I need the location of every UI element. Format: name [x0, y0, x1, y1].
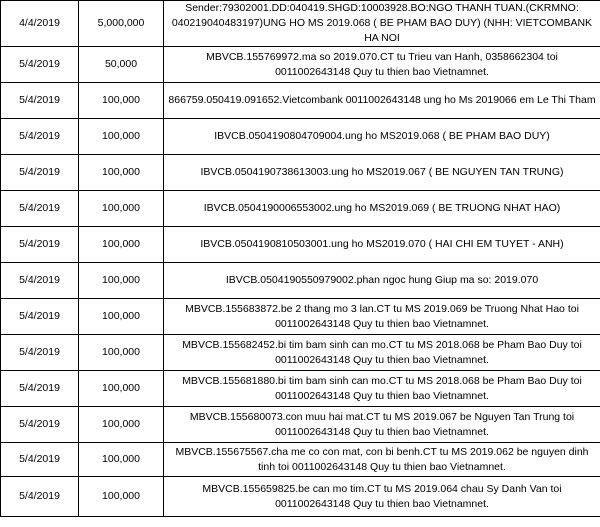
transaction-description-cell: IBVCB.0504190810503001.ung ho MS2019.070 ( HAI CHI EM TUYET - ANH) [164, 227, 600, 263]
transaction-amount-cell: 50,000 [79, 47, 164, 83]
transaction-amount-cell: 100,000 [79, 263, 164, 299]
transaction-date-cell: 4/4/2019 [1, 1, 79, 47]
table-row [1, 47, 600, 83]
transaction-date-cell: 5/4/2019 [1, 477, 79, 517]
transaction-amount-cell: 100,000 [79, 443, 164, 477]
transaction-date-cell: 5/4/2019 [1, 119, 79, 155]
transaction-description-cell: Sender:79302001.DD:040419.SHGD:10003928.BO:NGO THANH TUAN.(CKRMNO: 040219040483197)UNG HO MS 2019.068 ( BE PHAM BAO DUY) (NHH: VIETCOMBANK HA NOI [164, 1, 600, 47]
transaction-description-cell: IBVCB.0504190738613003.ung ho MS2019.067 ( BE NGUYEN TAN TRUNG) [164, 155, 600, 191]
transaction-date-cell: 5/4/2019 [1, 443, 79, 477]
transaction-amount-cell: 100,000 [79, 335, 164, 371]
transaction-description-cell: IBVCB.0504190804709004.ung ho MS2019.068 ( BE PHAM BAO DUY) [164, 119, 600, 155]
transaction-amount-cell: 100,000 [79, 119, 164, 155]
transaction-amount-cell: 100,000 [79, 407, 164, 443]
transaction-amount-cell: 5,000,000 [79, 1, 164, 47]
table-row [1, 407, 600, 443]
transaction-description-cell: IBVCB.0504190006553002.ung ho MS2019.069 ( BE TRUONG NHAT HAO) [164, 191, 600, 227]
transaction-description-cell: MBVCB.155683872.be 2 thang mo 3 lan.CT tu MS 2019.069 be Truong Nhat Hao toi 0011002643148 Quy tu thien bao Vietnamnet. [164, 299, 600, 335]
donations-table-body [1, 1, 600, 517]
table-row [1, 155, 600, 191]
table-row [1, 83, 600, 119]
transaction-description-cell: MBVCB.155659825.be can mo tim.CT tu MS 2019.064 chau Sy Danh Van toi 0011002643148 Quy tu thien bao Vietnamnet. [164, 477, 600, 517]
transaction-date-cell: 5/4/2019 [1, 407, 79, 443]
transaction-date-cell: 5/4/2019 [1, 299, 79, 335]
transaction-description-cell: IBVCB.0504190550979002.phan ngoc hung Giup ma so: 2019.070 [164, 263, 600, 299]
table-row [1, 335, 600, 371]
table-row [1, 299, 600, 335]
table-row [1, 371, 600, 407]
transaction-description-cell: MBVCB.155682452.bi tim bam sinh can mo.CT tu MS 2018.068 be Pham Bao Duy toi 0011002643148 Quy tu thien bao Vietnamnet. [164, 335, 600, 371]
transaction-amount-cell: 100,000 [79, 477, 164, 517]
transaction-date-cell: 5/4/2019 [1, 155, 79, 191]
table-row [1, 263, 600, 299]
transaction-amount-cell: 100,000 [79, 299, 164, 335]
transaction-description-cell: MBVCB.155681880.bi tim bam sinh can mo.CT tu MS 2018.068 be Pham Bao Duy toi 0011002643148 Quy tu thien bao Vietnamnet. [164, 371, 600, 407]
transaction-description-cell: MBVCB.155769972.ma so 2019.070.CT tu Trieu van Hanh, 0358662304 toi 0011002643148 Quy tu thien bao Vietnamnet. [164, 47, 600, 83]
table-row [1, 477, 600, 517]
table-row [1, 1, 600, 47]
table-row [1, 227, 600, 263]
transaction-date-cell: 5/4/2019 [1, 227, 79, 263]
transaction-date-cell: 5/4/2019 [1, 47, 79, 83]
transaction-date-cell: 5/4/2019 [1, 263, 79, 299]
transaction-date-cell: 5/4/2019 [1, 335, 79, 371]
transaction-description-cell: MBVCB.155675567.cha me co con mat, con bi benh.CT tu MS 2019.062 be nguyen dinh tinh toi 0011002643148 Quy tu thien bao Vietnamnet. [164, 443, 600, 477]
transaction-description-cell: MBVCB.155680073.con muu hai mat.CT tu MS 2019.067 be Nguyen Tan Trung toi 0011002643148 Quy tu thien bao Vietnamnet. [164, 407, 600, 443]
transaction-amount-cell: 100,000 [79, 191, 164, 227]
transaction-date-cell: 5/4/2019 [1, 83, 79, 119]
table-row [1, 119, 600, 155]
transaction-amount-cell: 100,000 [79, 155, 164, 191]
transaction-amount-cell: 100,000 [79, 227, 164, 263]
table-row [1, 443, 600, 477]
transaction-amount-cell: 100,000 [79, 371, 164, 407]
transaction-amount-cell: 100,000 [79, 83, 164, 119]
transaction-date-cell: 5/4/2019 [1, 191, 79, 227]
table-row [1, 191, 600, 227]
transaction-date-cell: 5/4/2019 [1, 371, 79, 407]
transaction-description-cell: 866759.050419.091652.Vietcombank 0011002643148 ung ho Ms 2019066 em Le Thi Tham [164, 83, 600, 119]
